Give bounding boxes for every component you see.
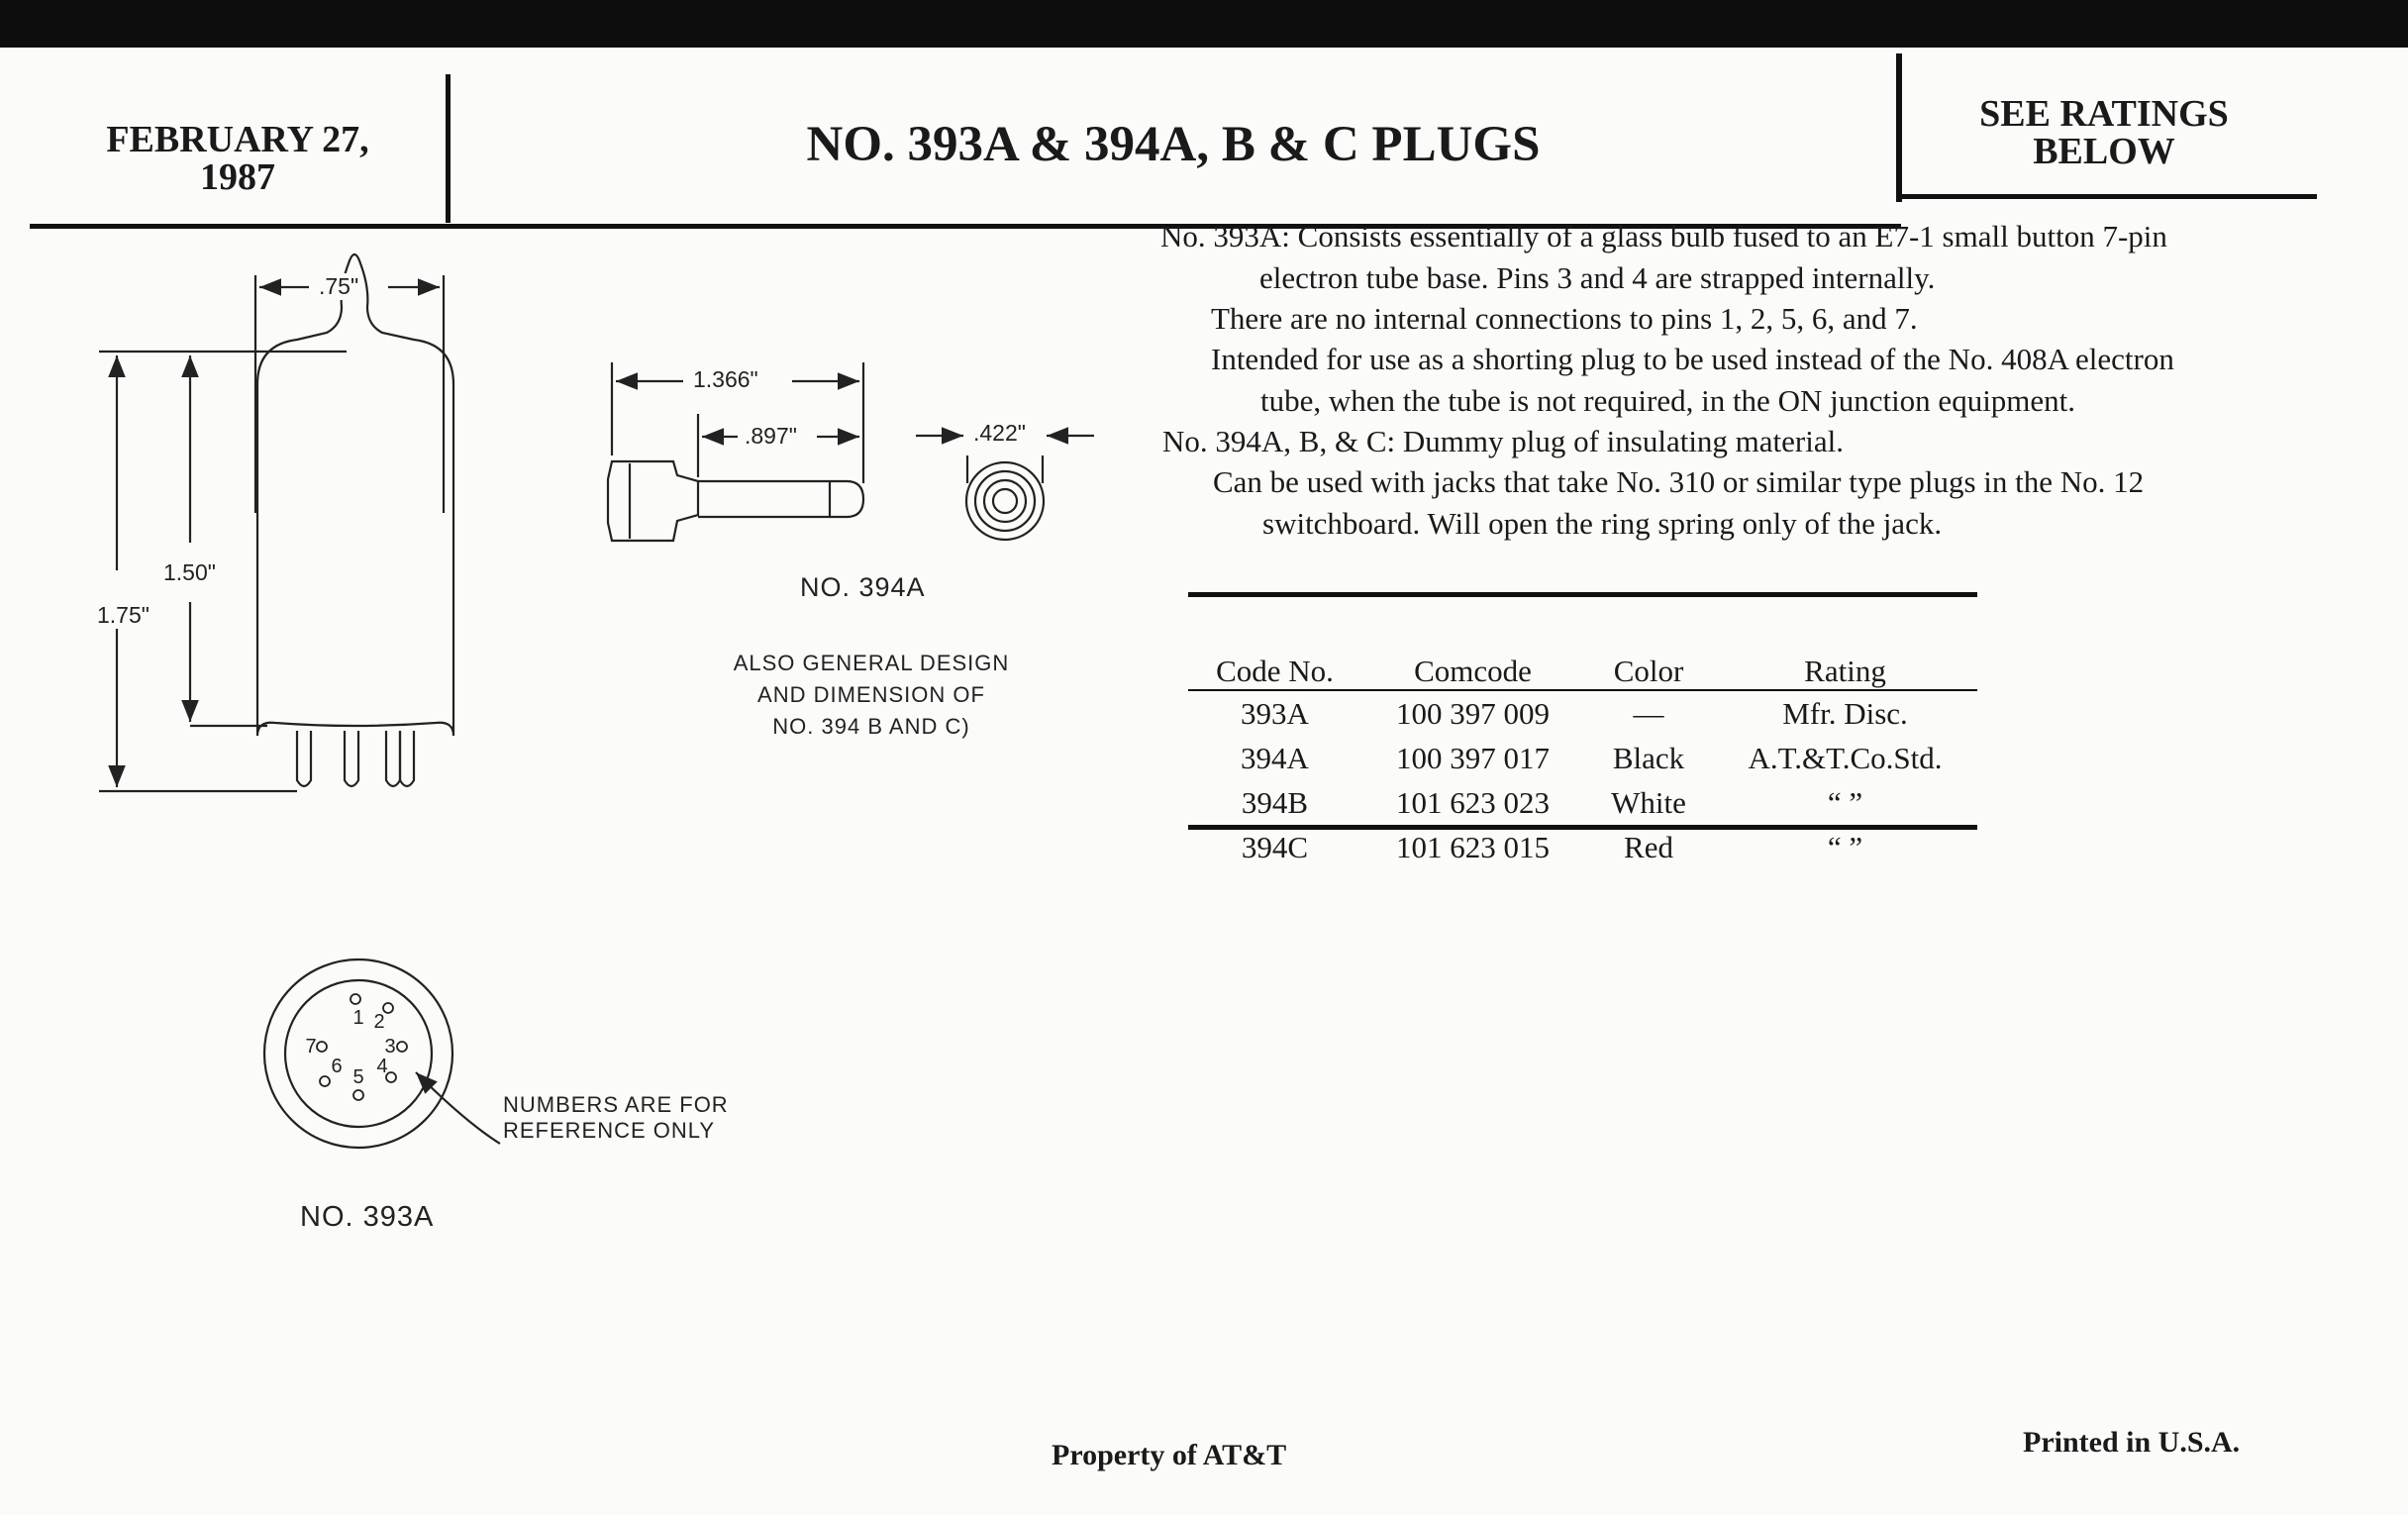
desc-393a-use-line-1: Intended for use as a shorting plug to be used instead of the No. 408A electron — [1211, 342, 2174, 376]
pin-number: 3 — [384, 1036, 396, 1058]
cell-rating: Mfr. Disc. — [1782, 695, 1908, 731]
ratings-table — [1188, 642, 1977, 869]
plug-side-view — [608, 461, 863, 541]
desc-394: No. 394A, B, & C: Dummy plug of insulating material. — [1162, 424, 1844, 458]
desc-393a-use-line-2: tube, when the tube is not required, in the ON junction equipment. — [1260, 383, 2076, 418]
cell-code: 394A — [1241, 740, 1309, 775]
desc-394-use-line-2: switchboard. Will open the ring spring only of the jack. — [1262, 506, 1943, 541]
document-card — [0, 48, 2408, 1515]
dim-plug-length: 1.366" — [693, 366, 758, 392]
see-line-1: SEE RATINGS — [1979, 93, 2229, 135]
table-bottom-rule — [1188, 825, 1977, 830]
header-divider-right — [1896, 53, 1902, 202]
note-394-line-1: ALSO GENERAL DESIGN — [733, 651, 1010, 675]
cell-comcode: 100 397 017 — [1396, 740, 1550, 775]
desc-393a-line-2: electron tube base. Pins 3 and 4 are strapped internally. — [1259, 260, 1936, 295]
dim-plug-shank: .897" — [745, 423, 797, 449]
table-row — [1188, 780, 1977, 825]
plug-end-view — [916, 436, 1094, 540]
cell-color: Black — [1612, 740, 1685, 775]
table-header-row — [1188, 642, 1977, 690]
cell-comcode: 101 623 023 — [1396, 784, 1550, 820]
cell-comcode: 100 397 009 — [1396, 695, 1550, 731]
cell-rating: A.T.&T.Co.Std. — [1748, 740, 1943, 775]
tube-pins — [297, 731, 414, 786]
table-row — [1188, 825, 1977, 869]
cell-color: White — [1611, 784, 1686, 820]
dim-tube-body-height: 1.50" — [163, 559, 216, 585]
pin-number: 4 — [376, 1056, 388, 1077]
cell-color: Red — [1624, 829, 1673, 864]
note-394-line-3: NO. 394 B AND C) — [772, 714, 970, 739]
see-ratings-note — [1906, 95, 2302, 170]
tube-outline — [257, 254, 453, 736]
see-line-2: BELOW — [2033, 131, 2175, 172]
note-394-general — [693, 648, 1050, 743]
dim-plug-diameter: .422" — [973, 420, 1026, 446]
footer-printed: Printed in U.S.A. — [2023, 1426, 2241, 1459]
dim-tube-total-height: 1.75" — [97, 602, 150, 628]
cell-comcode: 101 623 015 — [1396, 829, 1550, 864]
note-394-line-2: AND DIMENSION OF — [757, 682, 985, 707]
desc-394-use-line-1: Can be used with jacks that take No. 310 or similar type plugs in the No. 12 — [1213, 464, 2145, 499]
col-code-no: Code No. — [1216, 654, 1334, 688]
label-393a: NO. 393A — [300, 1201, 435, 1233]
base-view — [264, 960, 452, 1148]
pin-reference-note — [503, 1092, 729, 1144]
cell-rating: “ ” — [1827, 829, 1863, 864]
pin-number: 6 — [331, 1056, 343, 1077]
dim-tube-width: .75" — [315, 273, 362, 300]
header-rule-right — [1899, 194, 2317, 199]
desc-393a-pins: There are no internal connections to pins 1, 2, 5, 6, and 7. — [1211, 301, 1918, 336]
col-color: Color — [1613, 654, 1684, 688]
col-rating: Rating — [1804, 654, 1886, 688]
pin-number: 2 — [373, 1011, 385, 1033]
tube-width-dimension — [255, 275, 444, 513]
cell-code: 393A — [1241, 695, 1309, 731]
desc-393a-line-1: No. 393A: Consists essentially of a glass bulb fused to an E7-1 small button 7-pin — [1160, 219, 2167, 253]
pin-note-line-2: REFERENCE ONLY — [503, 1118, 716, 1143]
pin-number: 5 — [352, 1066, 364, 1088]
cell-code: 394C — [1241, 829, 1309, 864]
table-row — [1188, 690, 1977, 736]
pin-note-leader — [416, 1072, 500, 1144]
col-comcode: Comcode — [1414, 654, 1532, 688]
page-title: NO. 393A & 394A, B & C PLUGS — [806, 117, 1541, 172]
table-top-rule — [1188, 592, 1977, 597]
pin-number: 1 — [352, 1007, 364, 1029]
footer-property: Property of AT&T — [1052, 1439, 1287, 1471]
table-row — [1188, 736, 1977, 780]
cell-color: — — [1633, 695, 1664, 731]
date-line-2: 1987 — [200, 156, 275, 198]
date-line-1: FEBRUARY 27, — [106, 119, 369, 160]
label-394a: NO. 394A — [800, 572, 926, 602]
pin-note-line-1: NUMBERS ARE FOR — [503, 1092, 729, 1117]
cell-rating: “ ” — [1827, 784, 1863, 820]
pin-number: 7 — [305, 1036, 317, 1058]
cell-code: 394B — [1241, 784, 1309, 820]
